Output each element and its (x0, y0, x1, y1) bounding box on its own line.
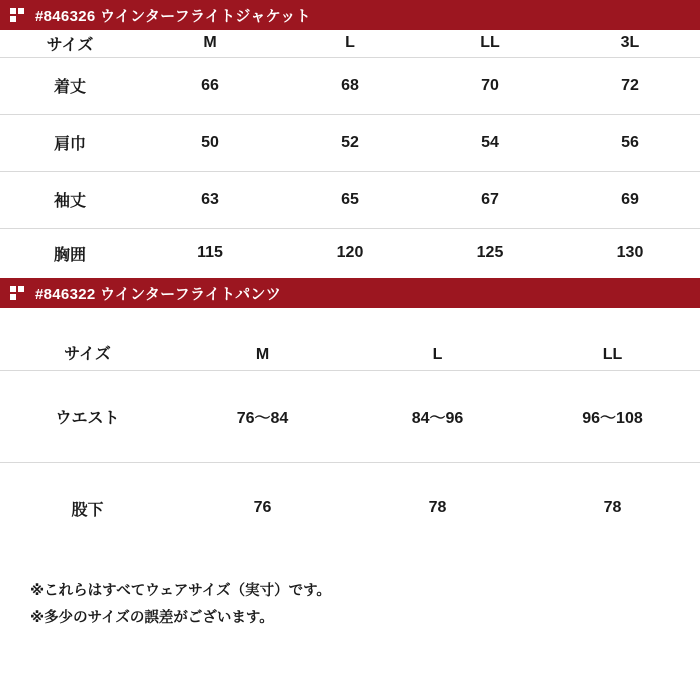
cell-katahaba-ll: 54 (420, 114, 560, 171)
table-row (0, 114, 700, 171)
cell-sodetake-3l: 69 (560, 171, 700, 228)
column-header-ll: LL (525, 308, 700, 370)
table-header-row (0, 308, 700, 370)
cell-kyoui-m: 115 (197, 244, 223, 262)
section-title-jacket: #846326 ウインターフライトジャケット (35, 7, 311, 25)
size-table-pants (0, 308, 700, 554)
square-dots-icon (10, 7, 26, 23)
column-header-m: M (140, 30, 280, 57)
section-header-pants (0, 278, 700, 308)
table-row (0, 228, 700, 278)
notes-block (0, 554, 700, 632)
note-line-1: ※これらはすべてウェアサイズ（実寸）です。 (30, 583, 331, 599)
square-dots-icon (10, 285, 26, 301)
cell-kitake-l: 68 (280, 57, 420, 114)
table-header-row (0, 30, 700, 57)
row-label-kitake: 着丈 (0, 57, 140, 114)
cell-waist-m: 76〜84 (175, 370, 350, 462)
cell-kitake-3l: 72 (560, 57, 700, 114)
table-row (0, 171, 700, 228)
cell-sodetake-m: 63 (140, 171, 280, 228)
cell-waist-l: 84〜96 (350, 370, 525, 462)
note-line-2: ※多少のサイズの誤差がございます。 (30, 609, 274, 626)
section-title-pants: #846322 ウインターフライトパンツ (35, 285, 282, 303)
column-header-ll: LL (420, 30, 560, 57)
row-label-sodetake: 袖丈 (0, 171, 140, 228)
cell-kyoui-3l: 130 (616, 244, 644, 262)
table-corner-label: サイズ (0, 30, 140, 57)
cell-kyoui-l: 120 (336, 244, 364, 262)
cell-waist-ll: 96〜108 (525, 370, 700, 462)
cell-katahaba-m: 50 (140, 114, 280, 171)
cell-kyoui-ll: 125 (476, 244, 504, 262)
column-header-l: L (280, 30, 420, 57)
cell-katahaba-l: 52 (280, 114, 420, 171)
cell-kitake-ll: 70 (420, 57, 560, 114)
cell-inseam-ll: 78 (603, 499, 622, 517)
size-table-jacket (0, 30, 700, 278)
table-row (0, 57, 700, 114)
column-header-3l: 3L (560, 30, 700, 57)
row-label-katahaba: 肩巾 (0, 114, 140, 171)
section-header-jacket (0, 0, 700, 30)
cell-inseam-l: 78 (428, 499, 447, 517)
row-label-waist: ウエスト (0, 370, 175, 462)
table-corner-label: サイズ (0, 308, 175, 370)
table-row (0, 462, 700, 554)
column-header-l: L (350, 308, 525, 370)
row-label-kyoui: 胸囲 (53, 246, 86, 264)
table-row (0, 370, 700, 462)
cell-inseam-m: 76 (253, 499, 272, 517)
cell-katahaba-3l: 56 (560, 114, 700, 171)
cell-sodetake-l: 65 (280, 171, 420, 228)
row-label-inseam: 股下 (71, 501, 104, 519)
column-header-m: M (175, 308, 350, 370)
cell-sodetake-ll: 67 (420, 171, 560, 228)
cell-kitake-m: 66 (140, 57, 280, 114)
